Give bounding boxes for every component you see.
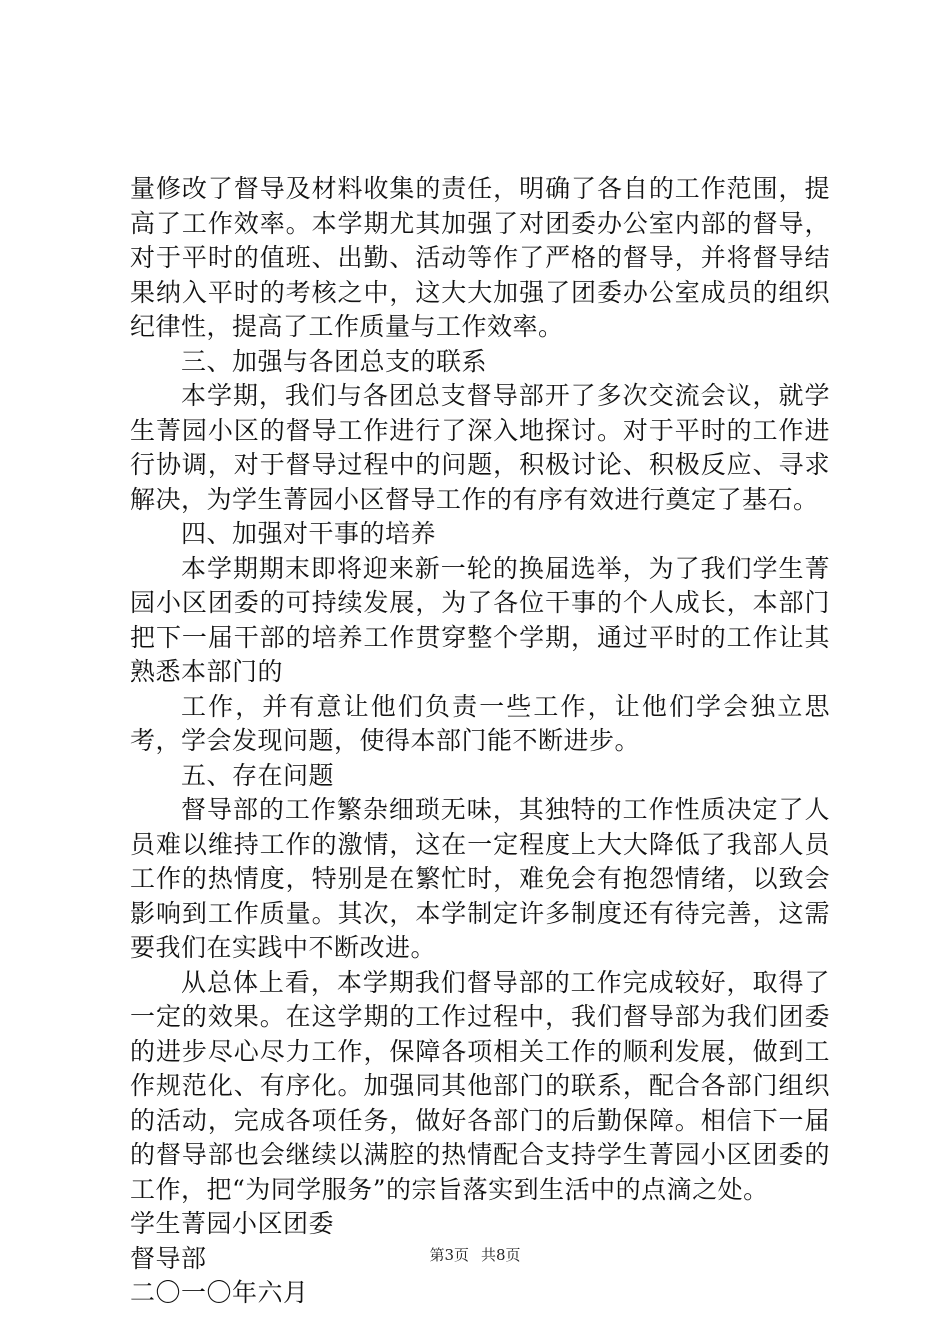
paragraph-section-4-cont: 工作，并有意让他们负责一些工作，让他们学会独立思考，学会发现问题，使得本部门能不断进步。 — [130, 691, 830, 755]
paragraph-section-5: 督导部的工作繁杂细琐无味，其独特的工作性质决定了人员难以维持工作的激情，这在一定程度上大大降低了我部人员工作的热情度，特别是在繁忙时，难免会有抱怨情绪，以致会影响到工作质量。其次，本学制定许多制度还有待完善，这需要我们在实践中不断改进。 — [130, 795, 830, 962]
page-total: 共8页 — [481, 1246, 521, 1264]
section-heading-3: 三、加强与各团总支的联系 — [181, 346, 488, 376]
signature-org: 学生菁园小区团委 — [130, 1209, 335, 1238]
paragraph-section-3: 本学期，我们与各团总支督导部开了多次交流会议，就学生菁园小区的督导工作进行了深入地探讨。对于平时的工作进行协调，对于督导过程中的问题，积极讨论、积极反应、寻求解决，为学生菁园小区督导工作的有序有效进行奠定了基石。 — [130, 381, 830, 514]
paragraph-summary: 从总体上看，本学期我们督导部的工作完成较好，取得了一定的效果。在这学期的工作过程中，我们督导部为我们团委的进步尽心尽力工作，保障各项相关工作的顺利发展，做到工作规范化、有序化。加强同其他部门的联系，配合各部门组织的活动，完成各项任务，做好各部门的后勤保障。相信下一届的督导部也会继续以满腔的热情配合支持学生菁园小区团委的工作，把“为同学服务”的宗旨落实到生活中的点滴之处。 — [130, 967, 830, 1204]
page-footer — [0, 1245, 950, 1265]
page-number: 第3页 — [429, 1246, 469, 1264]
document-body — [130, 172, 830, 1311]
paragraph-section-4: 本学期期末即将迎来新一轮的换届选举，为了我们学生菁园小区团委的可持续发展，为了各位干事的个人成长，本部门把下一届干部的培养工作贯穿整个学期，通过平时的工作让其熟悉本部门的 — [130, 553, 830, 686]
section-heading-4: 四、加强对干事的培养 — [181, 519, 437, 548]
signature-date: 二〇一〇年六月 — [130, 1278, 309, 1307]
section-heading-5: 五、存在问题 — [181, 760, 335, 790]
paragraph-continuation: 量修改了督导及材料收集的责任，明确了各自的工作范围，提高了工作效率。本学期尤其加强了对团委办公室内部的督导，对于平时的值班、出勤、活动等作了严格的督导，并将督导结果纳入平时的考核之中，这大大加强了团委办公室成员的组织纪律性，提高了工作质量与工作效率。 — [130, 174, 830, 341]
signature-dept: 督导部 — [130, 1243, 207, 1273]
